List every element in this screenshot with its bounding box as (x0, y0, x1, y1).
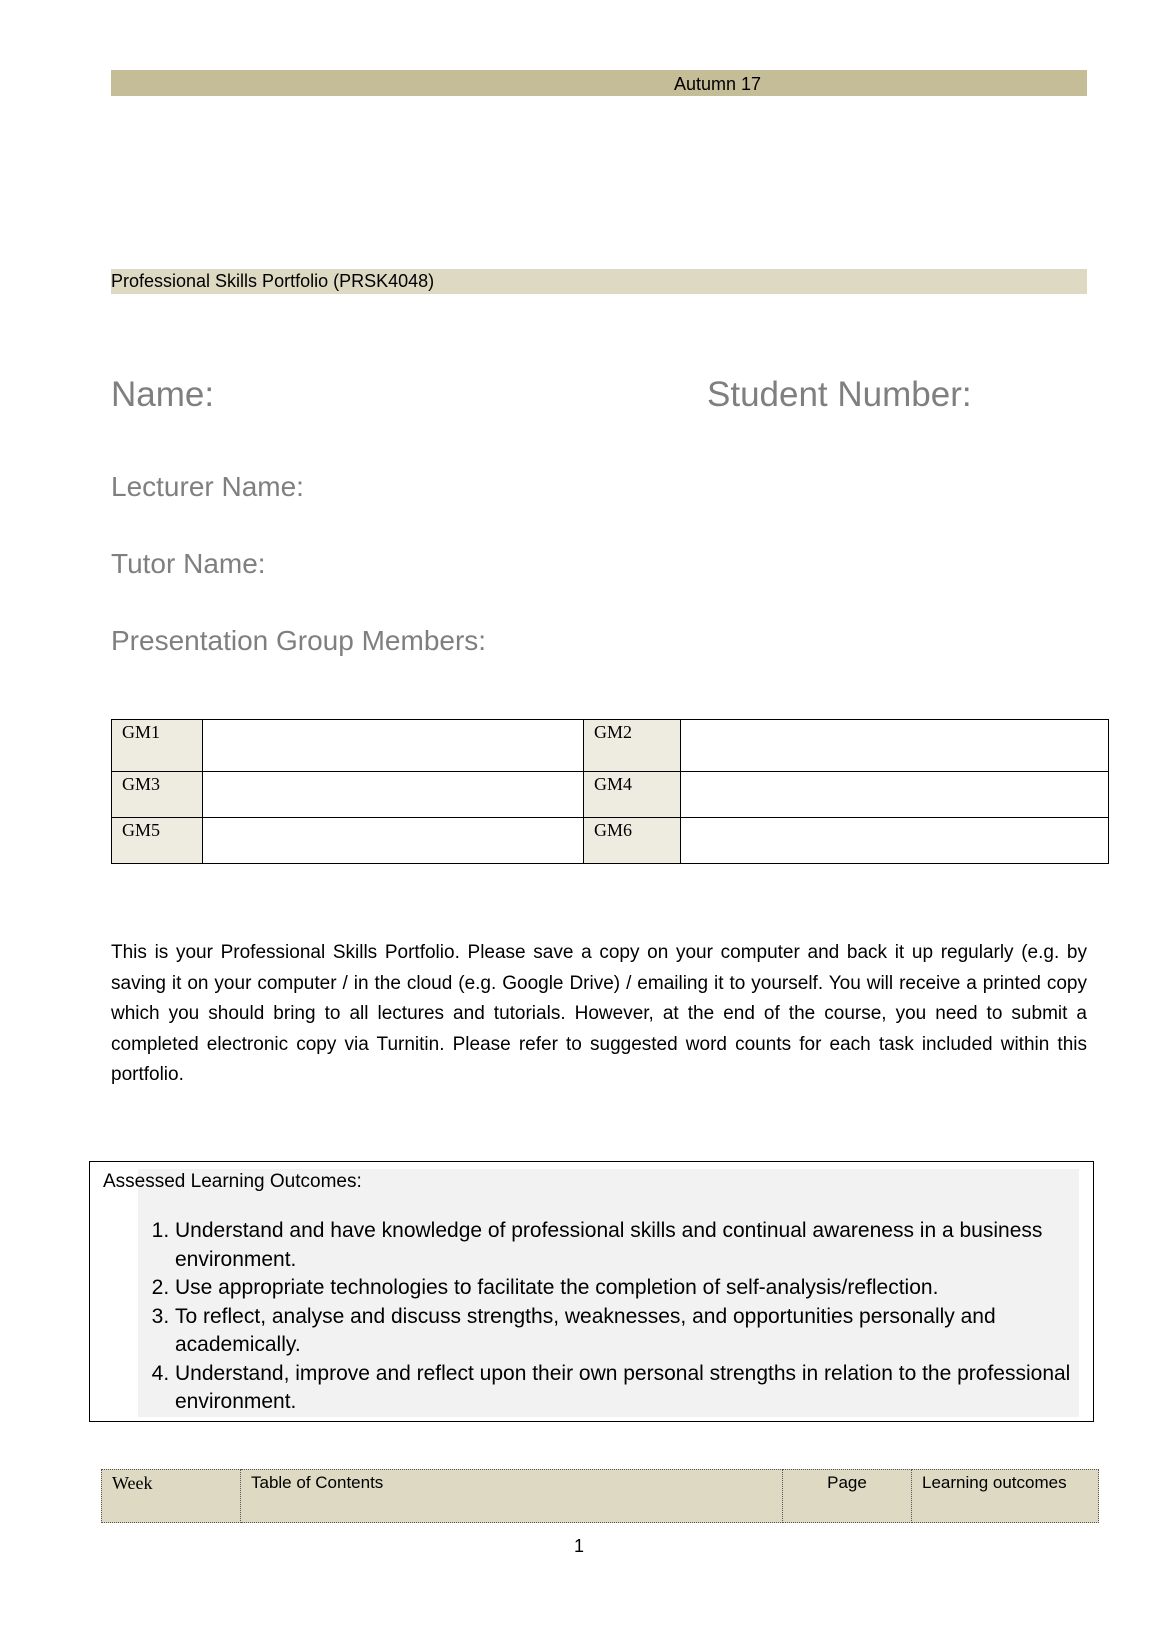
table-row (112, 720, 1109, 772)
learning-outcomes-box (89, 1161, 1094, 1422)
list-item: 4. Understand, improve and reflect upon their own personal strengths in relation to the professional environment. (175, 1360, 1095, 1417)
gm4-value-cell[interactable] (681, 772, 1109, 818)
table-row (102, 1470, 1099, 1523)
gm1-label: GM1 (112, 720, 203, 772)
gm5-label: GM5 (112, 818, 203, 864)
gm4-label: GM4 (584, 772, 681, 818)
list-item: 2. Use appropriate technologies to facilitate the completion of self-analysis/reflection. (175, 1274, 1095, 1303)
gm2-label: GM2 (584, 720, 681, 772)
table-row (112, 818, 1109, 864)
list-item: 3. To reflect, analyse and discuss strengths, weaknesses, and opportunities personally and academically. (175, 1303, 1095, 1360)
toc-header-contents: Table of Contents (241, 1470, 783, 1523)
outcomes-title: Assessed Learning Outcomes: (103, 1171, 362, 1192)
table-row (112, 772, 1109, 818)
gm6-value-cell[interactable] (681, 818, 1109, 864)
page-number: 1 (573, 1536, 584, 1556)
toc-header-outcomes: Learning outcomes (912, 1470, 1099, 1523)
student-number-label: Student Number: (707, 375, 972, 414)
table-of-contents (101, 1469, 1099, 1523)
gm5-value-cell[interactable] (203, 818, 584, 864)
gm1-value-cell[interactable] (203, 720, 584, 772)
intro-paragraph: This is your Professional Skills Portfolio. Please save a copy on your computer and back it up regularly (e.g. by saving it on your computer / in the cloud (e.g. Google Drive) / emailing it to yourself. You will receive a printed copy which you should bring to all lectures and tutorials. However, at the end of the course, you need to submit a completed electronic copy via Turnitin. Please refer to suggested word counts for each task included within this portfolio. (111, 942, 1087, 1085)
outcomes-list (138, 1217, 1095, 1417)
tutor-name-label: Tutor Name: (111, 548, 266, 579)
toc-header-page: Page (783, 1470, 912, 1523)
term-header-band (111, 70, 1087, 96)
group-members-table (111, 719, 1109, 864)
lecturer-name-label: Lecturer Name: (111, 471, 304, 502)
course-title: Professional Skills Portfolio (PRSK4048) (111, 269, 1087, 294)
toc-header-week: Week (102, 1470, 241, 1523)
gm6-label: GM6 (584, 818, 681, 864)
gm2-value-cell[interactable] (681, 720, 1109, 772)
gm3-value-cell[interactable] (203, 772, 584, 818)
group-members-label: Presentation Group Members: (111, 625, 487, 656)
name-label: Name: (111, 375, 215, 414)
list-item: 1. Understand and have knowledge of professional skills and continual awareness in a business environment. (175, 1217, 1095, 1274)
gm3-label: GM3 (112, 772, 203, 818)
term-label: Autumn 17 (674, 74, 762, 94)
